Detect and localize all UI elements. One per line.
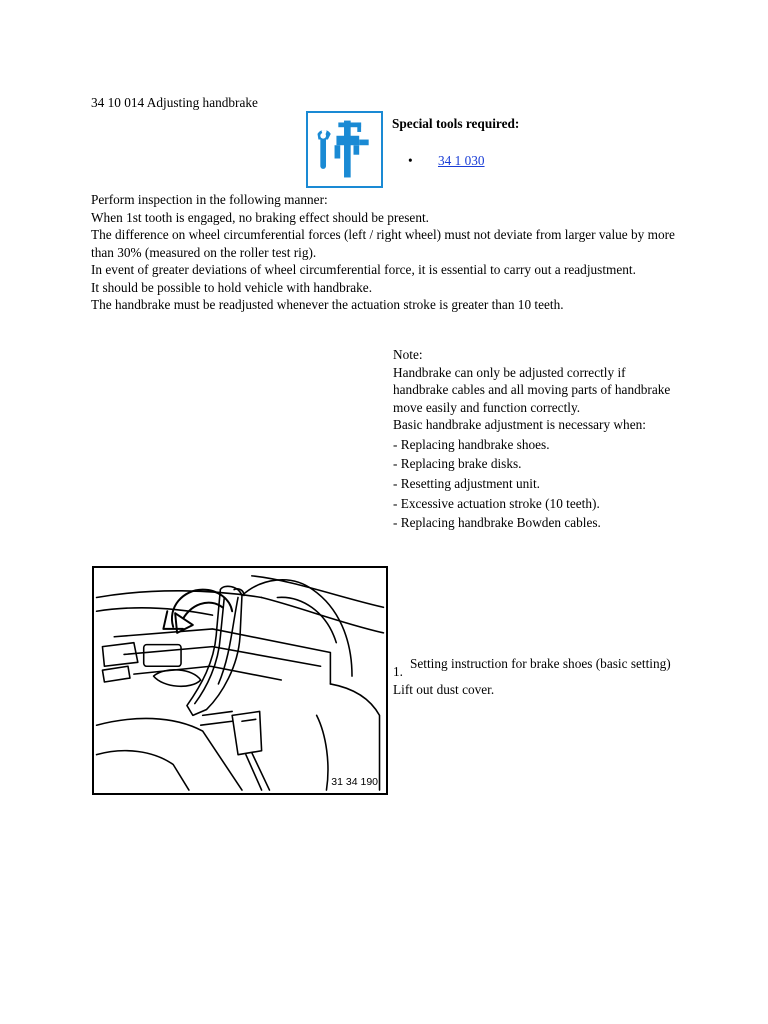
step-text: Lift out dust cover. [393,681,495,697]
note-list-item: - Replacing handbrake shoes. [393,436,550,452]
step-block [393,655,683,698]
body-line: In event of greater deviations of wheel circumferential force, it is essential to carry out a readjustment. [91,262,636,277]
special-tools-list [392,152,485,170]
special-tools-icon [306,111,383,188]
note-list-item: - Excessive actuation stroke (10 teeth). [393,495,600,511]
body-line: The difference on wheel circumferential forces (left / right wheel) must not deviate from larger value by more than 30% (measured on the roller test rig). [91,227,675,260]
note-list-item: - Resetting adjustment unit. [393,475,540,491]
note-heading: Note: [393,347,423,362]
bullet: • [408,153,413,168]
wrench-caliper-icon [308,113,381,186]
body-line: Perform inspection in the following manner: [91,192,328,207]
note-text: Handbrake can only be adjusted correctly if handbrake cables and all moving parts of handbrake move easily and function correctly. [393,364,671,415]
inspection-instructions [91,191,681,314]
handbrake-illustration [92,566,388,795]
step-heading: Setting instruction for brake shoes (basic setting) [410,656,671,671]
note-list-item: - Replacing handbrake Bowden cables. [393,515,601,531]
figure-reference-number: 31 34 190 [331,776,378,788]
note-intro: Basic handbrake adjustment is necessary when: [393,417,646,432]
note-list [393,436,683,532]
body-line: When 1st tooth is engaged, no braking effect should be present. [91,209,429,225]
body-line: The handbrake must be readjusted whenever the actuation stroke is greater than 10 teeth. [91,297,564,312]
document-title: 34 10 014 Adjusting handbrake [91,95,258,110]
step-heading-row [393,655,683,681]
note-block [393,346,683,532]
handbrake-lever-drawing [94,568,386,793]
body-line: It should be possible to hold vehicle with handbrake. [91,279,373,295]
special-tool-item [392,152,485,170]
special-tools-heading: Special tools required: [392,116,520,131]
note-list-item: - Replacing brake disks. [393,456,522,472]
step-number: 1. [393,664,403,679]
special-tool-link[interactable]: 34 1 030 [438,153,485,168]
